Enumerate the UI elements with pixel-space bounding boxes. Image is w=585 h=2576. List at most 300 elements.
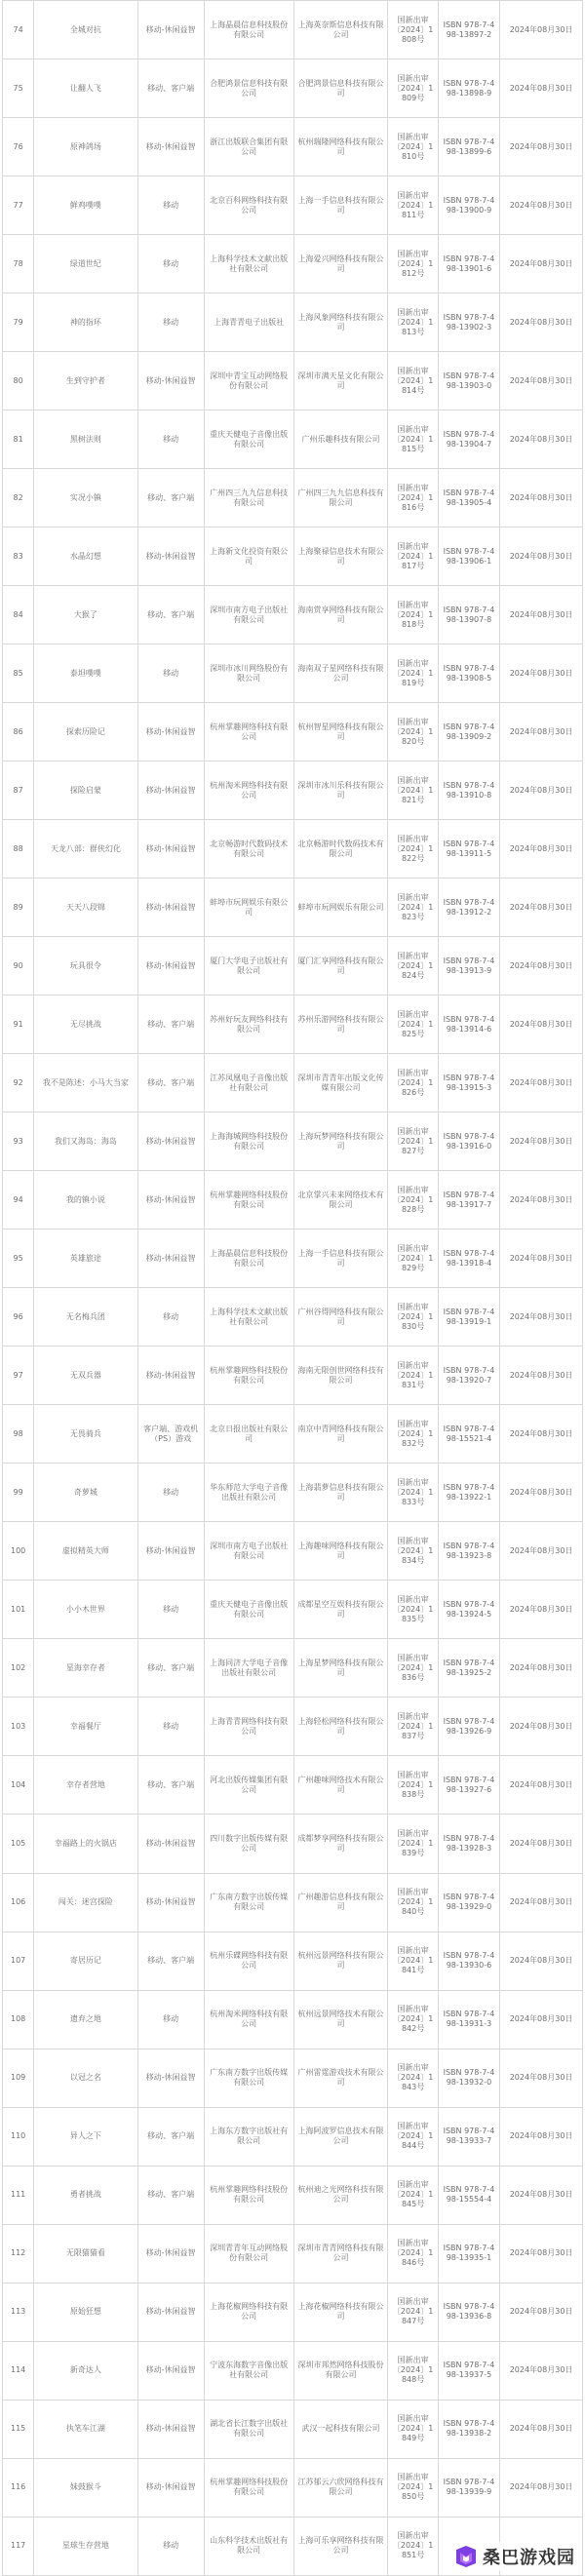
- operator-cell: 上海阿波罗信息技术有限公司: [293, 2107, 388, 2166]
- publisher-cell: 深圳青青年互动网络股份有限公司: [204, 2224, 293, 2283]
- table-row: [3, 2458, 583, 2517]
- game-type-cell: 移动: [137, 1581, 204, 1639]
- approval-number-cell: 国新出审〔2024〕1846号: [388, 2224, 438, 2283]
- operator-cell: 深圳市冰川乐科技有限公司: [293, 761, 388, 820]
- isbn-cell: ISBN 978-7-498-13927-6: [438, 1756, 499, 1815]
- game-type-cell: 移动、客户端: [137, 2166, 204, 2224]
- approval-number-cell: 国新出审〔2024〕1842号: [388, 1990, 438, 2049]
- row-number-cell: 100: [3, 1522, 34, 1581]
- publisher-cell: 上海晶晨信息科技股份有限公司: [204, 1229, 293, 1288]
- approval-number-cell: 国新出审〔2024〕1849号: [388, 2400, 438, 2458]
- operator-cell: 南京中青网络科技有限公司: [293, 1405, 388, 1464]
- isbn-cell: ISBN 978-7-498-13899-6: [438, 118, 499, 176]
- table-row: [3, 1405, 583, 1464]
- approval-date-cell: 2024年08月30日: [500, 410, 583, 469]
- approval-date-cell: 2024年08月30日: [500, 1229, 583, 1288]
- isbn-cell: ISBN 978-7-498-13903-0: [438, 352, 499, 410]
- game-type-cell: 移动: [137, 1464, 204, 1522]
- isbn-cell: ISBN 978-7-498-13922-1: [438, 1464, 499, 1522]
- row-number-cell: 115: [3, 2400, 34, 2458]
- operator-cell: 厦门汇享网络科技有限公司: [293, 937, 388, 995]
- approval-number-cell: 国新出审〔2024〕1826号: [388, 1054, 438, 1112]
- approval-date-cell: 2024年08月30日: [500, 527, 583, 586]
- table-row: [3, 1112, 583, 1171]
- table-row: [3, 1171, 583, 1229]
- publisher-cell: 苏州好玩友网络科技有限公司: [204, 995, 293, 1054]
- publisher-cell: 江苏凤凰电子音像出版社有限公司: [204, 1054, 293, 1112]
- isbn-cell: ISBN 978-7-498-13908-5: [438, 644, 499, 703]
- row-number-cell: 111: [3, 2166, 34, 2224]
- game-type-cell: 客户端、游戏机（PS）游戏: [137, 1405, 204, 1464]
- row-number-cell: 86: [3, 703, 34, 761]
- approval-date-cell: 2024年08月30日: [500, 1756, 583, 1815]
- approval-date-cell: 2024年08月30日: [500, 1932, 583, 1990]
- approval-number-cell: 国新出审〔2024〕1810号: [388, 118, 438, 176]
- approval-date-cell: 2024年08月30日: [500, 1639, 583, 1698]
- table-row: [3, 1756, 583, 1815]
- operator-cell: 成都梦享网络科技有限公司: [293, 1815, 388, 1873]
- approval-number-cell: 国新出审〔2024〕1825号: [388, 995, 438, 1054]
- publisher-cell: 上海科学技术文献出版社有限公司: [204, 235, 293, 293]
- approval-number-cell: 国新出审〔2024〕1827号: [388, 1112, 438, 1171]
- approval-date-cell: 2024年08月30日: [500, 1171, 583, 1229]
- watermark-text: 桑巴游戏园: [483, 2548, 575, 2568]
- approval-number-cell: 国新出审〔2024〕1847号: [388, 2283, 438, 2341]
- approval-number-cell: 国新出审〔2024〕1832号: [388, 1405, 438, 1464]
- isbn-cell: ISBN 978-7-498-13901-6: [438, 235, 499, 293]
- operator-cell: 杭州智星网络科技有限公司: [293, 703, 388, 761]
- isbn-cell: ISBN 978-7-498-13936-8: [438, 2283, 499, 2341]
- game-name-cell: 泰坦噗噗: [34, 644, 137, 703]
- approval-number-cell: 国新出审〔2024〕1831号: [388, 1347, 438, 1405]
- approval-number-cell: 国新出审〔2024〕1834号: [388, 1522, 438, 1581]
- approval-number-cell: 国新出审〔2024〕1848号: [388, 2341, 438, 2400]
- game-type-cell: 移动-休闲益智: [137, 878, 204, 937]
- table-row: [3, 469, 583, 527]
- approval-number-cell: 国新出审〔2024〕1845号: [388, 2166, 438, 2224]
- operator-cell: 海南双子星网络科技有限公司: [293, 644, 388, 703]
- isbn-cell: ISBN 978-7-498-13935-1: [438, 2224, 499, 2283]
- publisher-cell: 四川数字出版传媒有限公司: [204, 1815, 293, 1873]
- approval-number-cell: 国新出审〔2024〕1813号: [388, 293, 438, 352]
- row-number-cell: 98: [3, 1405, 34, 1464]
- isbn-cell: ISBN 978-7-498-13900-9: [438, 176, 499, 235]
- row-number-cell: 89: [3, 878, 34, 937]
- isbn-cell: ISBN 978-7-498-13918-4: [438, 1229, 499, 1288]
- publisher-cell: 上海科学技术文献出版社有限公司: [204, 1288, 293, 1347]
- approval-date-cell: 2024年08月30日: [500, 1990, 583, 2049]
- approval-date-cell: 2024年08月30日: [500, 2166, 583, 2224]
- game-name-cell: 无畏骑兵: [34, 1405, 137, 1464]
- approval-date-cell: 2024年08月30日: [500, 1, 583, 59]
- publisher-cell: 上海海城网络科技股份有限公司: [204, 1112, 293, 1171]
- game-type-cell: 移动-休闲益智: [137, 1347, 204, 1405]
- operator-cell: 上海星梦网络科技有限公司: [293, 1639, 388, 1698]
- approval-date-cell: 2024年08月30日: [500, 878, 583, 937]
- approval-number-cell: 国新出审〔2024〕1850号: [388, 2458, 438, 2517]
- approval-date-cell: 2024年08月30日: [500, 176, 583, 235]
- isbn-cell: ISBN 978-7-498-13930-6: [438, 1932, 499, 1990]
- approval-date-cell: 2024年08月30日: [500, 2049, 583, 2107]
- row-number-cell: 75: [3, 59, 34, 118]
- operator-cell: 广州谷得网络科技有限公司: [293, 1288, 388, 1347]
- table-row: [3, 878, 583, 937]
- row-number-cell: 103: [3, 1698, 34, 1756]
- table-row: [3, 2224, 583, 2283]
- approval-date-cell: 2024年08月30日: [500, 1112, 583, 1171]
- operator-cell: 合肥鸿景信息科技有限公司: [293, 59, 388, 118]
- approval-date-cell: 2024年08月30日: [500, 118, 583, 176]
- approval-date-cell: 2024年08月30日: [500, 1405, 583, 1464]
- approval-date-cell: 2024年08月30日: [500, 1581, 583, 1639]
- game-name-cell: 我的镇小说: [34, 1171, 137, 1229]
- publisher-cell: 深圳市南方电子出版社有限公司: [204, 1522, 293, 1581]
- game-type-cell: 移动-休闲益智: [137, 527, 204, 586]
- game-type-cell: 移动-休闲益智: [137, 1522, 204, 1581]
- isbn-cell: ISBN 978-7-498-15554-4: [438, 2166, 499, 2224]
- publisher-cell: 杭州掌趣网络科技股份有限公司: [204, 1347, 293, 1405]
- game-name-cell: 我们又海岛：海岛: [34, 1112, 137, 1171]
- operator-cell: 江苏郁云六欣网络科技有限公司: [293, 2458, 388, 2517]
- row-number-cell: 74: [3, 1, 34, 59]
- row-number-cell: 112: [3, 2224, 34, 2283]
- game-name-cell: 幸存者营地: [34, 1756, 137, 1815]
- publisher-cell: 上海晶晨信息科技股份有限公司: [204, 1, 293, 59]
- operator-cell: 广州雷霆游戏技术有限公司: [293, 2049, 388, 2107]
- game-type-cell: 移动: [137, 235, 204, 293]
- game-type-cell: 移动: [137, 293, 204, 352]
- approval-date-cell: 2024年08月30日: [500, 1698, 583, 1756]
- operator-cell: 上海可乐享网络科技有限公司: [293, 2517, 388, 2575]
- row-number-cell: 116: [3, 2458, 34, 2517]
- row-number-cell: 93: [3, 1112, 34, 1171]
- row-number-cell: 78: [3, 235, 34, 293]
- approval-date-cell: 2024年08月30日: [500, 2283, 583, 2341]
- row-number-cell: 107: [3, 1932, 34, 1990]
- approval-number-cell: 国新出审〔2024〕1841号: [388, 1932, 438, 1990]
- publisher-cell: 重庆天健电子音像出版有限公司: [204, 410, 293, 469]
- row-number-cell: 102: [3, 1639, 34, 1698]
- approval-number-cell: 国新出审〔2024〕1851号: [388, 2517, 438, 2575]
- game-type-cell: 移动-休闲益智: [137, 703, 204, 761]
- table-row: [3, 1464, 583, 1522]
- publisher-cell: 广东南方数字出版传媒有限公司: [204, 1873, 293, 1932]
- game-name-cell: 幸福餐厅: [34, 1698, 137, 1756]
- approval-number-cell: 国新出审〔2024〕1816号: [388, 469, 438, 527]
- isbn-cell: ISBN 978-7-498-13898-9: [438, 59, 499, 118]
- approval-number-cell: 国新出审〔2024〕1828号: [388, 1171, 438, 1229]
- row-number-cell: 113: [3, 2283, 34, 2341]
- approval-date-cell: 2024年08月30日: [500, 1288, 583, 1347]
- game-type-cell: 移动、客户端: [137, 1054, 204, 1112]
- operator-cell: 杭州迪之光网络科技有限公司: [293, 2166, 388, 2224]
- game-name-cell: 执笔车江湖: [34, 2400, 137, 2458]
- game-name-cell: 虚拟精英大师: [34, 1522, 137, 1581]
- row-number-cell: 79: [3, 293, 34, 352]
- approval-number-cell: 国新出审〔2024〕1820号: [388, 703, 438, 761]
- approval-number-cell: 国新出审〔2024〕1835号: [388, 1581, 438, 1639]
- approval-date-cell: 2024年08月30日: [500, 1347, 583, 1405]
- operator-cell: 广州乐趣科技有限公司: [293, 410, 388, 469]
- operator-cell: 杭州远景网络科技有限公司: [293, 1932, 388, 1990]
- row-number-cell: 106: [3, 1873, 34, 1932]
- operator-cell: 上海一手信息科技有限公司: [293, 1229, 388, 1288]
- approval-number-cell: 国新出审〔2024〕1809号: [388, 59, 438, 118]
- row-number-cell: 77: [3, 176, 34, 235]
- isbn-cell: ISBN 978-7-498-13931-3: [438, 1990, 499, 2049]
- isbn-cell: ISBN 978-7-498-13905-4: [438, 469, 499, 527]
- table-row: [3, 1932, 583, 1990]
- row-number-cell: 108: [3, 1990, 34, 2049]
- approval-number-cell: 国新出审〔2024〕1823号: [388, 878, 438, 937]
- operator-cell: 深圳市邦然网络科技股份有限公司: [293, 2341, 388, 2400]
- isbn-cell: ISBN 978-7-498-13906-1: [438, 527, 499, 586]
- row-number-cell: 83: [3, 527, 34, 586]
- approval-date-cell: 2024年08月30日: [500, 1873, 583, 1932]
- game-name-cell: 天天八段锦: [34, 878, 137, 937]
- game-name-cell: 原神鸽场: [34, 118, 137, 176]
- publisher-cell: 蚌埠市玩网娱乐有限公司: [204, 878, 293, 937]
- game-type-cell: 移动-休闲益智: [137, 1, 204, 59]
- table-row: [3, 2107, 583, 2166]
- operator-cell: 苏州乐游网络科技有限公司: [293, 995, 388, 1054]
- game-name-cell: 遗弃之地: [34, 1990, 137, 2049]
- publisher-cell: 广州四三九九信息科技有限公司: [204, 469, 293, 527]
- approval-number-cell: 国新出审〔2024〕1840号: [388, 1873, 438, 1932]
- game-name-cell: 探险启蒙: [34, 761, 137, 820]
- game-name-cell: 新奇达人: [34, 2341, 137, 2400]
- approval-date-cell: 2024年08月30日: [500, 2400, 583, 2458]
- game-name-cell: 闯关：迷宫探险: [34, 1873, 137, 1932]
- isbn-cell: ISBN 978-7-498-13919-1: [438, 1288, 499, 1347]
- approval-number-cell: 国新出审〔2024〕1824号: [388, 937, 438, 995]
- publisher-cell: 深圳市冰川网络股份有限公司: [204, 644, 293, 703]
- game-name-cell: 妹鼓猴斗: [34, 2458, 137, 2517]
- approval-number-cell: 国新出审〔2024〕1830号: [388, 1288, 438, 1347]
- game-type-cell: 移动-休闲益智: [137, 1112, 204, 1171]
- game-name-cell: 原始狂想: [34, 2283, 137, 2341]
- game-type-cell: 移动-休闲益智: [137, 2283, 204, 2341]
- game-name-cell: 寄居历记: [34, 1932, 137, 1990]
- game-type-cell: 移动-休闲益智: [137, 2458, 204, 2517]
- row-number-cell: 87: [3, 761, 34, 820]
- game-type-cell: 移动、客户端: [137, 586, 204, 644]
- row-number-cell: 114: [3, 2341, 34, 2400]
- approval-date-cell: 2024年08月30日: [500, 937, 583, 995]
- approval-number-cell: 国新出审〔2024〕1836号: [388, 1639, 438, 1698]
- row-number-cell: 85: [3, 644, 34, 703]
- isbn-cell: ISBN 978-7-498-13910-8: [438, 761, 499, 820]
- game-name-cell: 幸福路上的火锅店: [34, 1815, 137, 1873]
- table-row: [3, 586, 583, 644]
- operator-cell: 成都星空互娱科技有限公司: [293, 1581, 388, 1639]
- table-row: [3, 1639, 583, 1698]
- publisher-cell: 北京日报出版社有限公司: [204, 1405, 293, 1464]
- approval-date-cell: 2024年08月30日: [500, 352, 583, 410]
- game-type-cell: 移动、客户端: [137, 1932, 204, 1990]
- approval-date-cell: 2024年08月30日: [500, 703, 583, 761]
- publisher-cell: 山东科学技术出版社有限公司: [204, 2517, 293, 2575]
- row-number-cell: 92: [3, 1054, 34, 1112]
- operator-cell: 深圳市青青网络科技有限公司: [293, 2224, 388, 2283]
- isbn-cell: ISBN 978-7-498-13913-9: [438, 937, 499, 995]
- operator-cell: 上海花椒网络科技有限公司: [293, 2283, 388, 2341]
- table-row: [3, 2049, 583, 2107]
- isbn-cell: ISBN 978-7-498-13902-3: [438, 293, 499, 352]
- publisher-cell: 河北出版传媒集团有限公司: [204, 1756, 293, 1815]
- table-row: [3, 118, 583, 176]
- row-number-cell: 80: [3, 352, 34, 410]
- isbn-cell: ISBN 978-7-498-15521-4: [438, 1405, 499, 1464]
- isbn-cell: ISBN 978-7-498-13938-2: [438, 2400, 499, 2458]
- row-number-cell: 104: [3, 1756, 34, 1815]
- publisher-cell: 杭州掌趣网络科技股份有限公司: [204, 1171, 293, 1229]
- publisher-cell: 宁波东海数字音像出版社有限公司: [204, 2341, 293, 2400]
- row-number-cell: 109: [3, 2049, 34, 2107]
- publisher-cell: 合肥鸿景信息科技有限公司: [204, 59, 293, 118]
- game-type-cell: 移动: [137, 1288, 204, 1347]
- approval-number-cell: 国新出审〔2024〕1833号: [388, 1464, 438, 1522]
- operator-cell: 上海玩梦网络科技有限公司: [293, 1112, 388, 1171]
- game-name-cell: 大猴了: [34, 586, 137, 644]
- isbn-cell: ISBN 978-7-498-13907-8: [438, 586, 499, 644]
- approval-date-cell: 2024年08月30日: [500, 2224, 583, 2283]
- operator-cell: 上海轻松网络科技有限公司: [293, 1698, 388, 1756]
- approval-number-cell: 国新出审〔2024〕1817号: [388, 527, 438, 586]
- isbn-cell: ISBN 978-7-498-13926-9: [438, 1698, 499, 1756]
- row-number-cell: 91: [3, 995, 34, 1054]
- table-row: [3, 527, 583, 586]
- operator-cell: 海南赏享网络科技有限公司: [293, 586, 388, 644]
- publisher-cell: 上海新文化投资有限公司: [204, 527, 293, 586]
- game-type-cell: 移动-休闲益智: [137, 2224, 204, 2283]
- table-row: [3, 2283, 583, 2341]
- row-number-cell: 96: [3, 1288, 34, 1347]
- isbn-cell: ISBN 978-7-498-13920-7: [438, 1347, 499, 1405]
- game-type-cell: 移动: [137, 2517, 204, 2575]
- publisher-cell: 杭州淘米网络科技有限公司: [204, 1990, 293, 2049]
- game-type-cell: 移动-休闲益智: [137, 1229, 204, 1288]
- approval-date-cell: 2024年08月30日: [500, 761, 583, 820]
- operator-cell: 北京畅游时代数码技术有限公司: [293, 820, 388, 878]
- table-row: [3, 1229, 583, 1288]
- isbn-cell: ISBN 978-7-498-13897-2: [438, 1, 499, 59]
- game-name-cell: 水晶幻想: [34, 527, 137, 586]
- isbn-cell: ISBN 978-7-498-13917-7: [438, 1171, 499, 1229]
- table-row: [3, 1990, 583, 2049]
- publisher-cell: 深圳市南方电子出版社有限公司: [204, 586, 293, 644]
- isbn-cell: ISBN 978-7-498-13939-9: [438, 2458, 499, 2517]
- row-number-cell: 84: [3, 586, 34, 644]
- isbn-cell: ISBN 978-7-498-13923-8: [438, 1522, 499, 1581]
- game-name-cell: 勇者挑战: [34, 2166, 137, 2224]
- approval-number-cell: 国新出审〔2024〕1812号: [388, 235, 438, 293]
- publisher-cell: 浙江出版联合集团有限公司: [204, 118, 293, 176]
- operator-cell: 上海爱兴网络科技有限公司: [293, 235, 388, 293]
- game-type-cell: 移动-休闲益智: [137, 2400, 204, 2458]
- approval-number-cell: 国新出审〔2024〕1837号: [388, 1698, 438, 1756]
- table-row: [3, 59, 583, 118]
- approval-number-cell: 国新出审〔2024〕1822号: [388, 820, 438, 878]
- isbn-cell: ISBN 978-7-498-13937-5: [438, 2341, 499, 2400]
- table-row: [3, 820, 583, 878]
- approval-number-cell: 国新出审〔2024〕1839号: [388, 1815, 438, 1873]
- game-name-cell: 星海幸存者: [34, 1639, 137, 1698]
- operator-cell: 上海聚禄信息技术有限公司: [293, 527, 388, 586]
- publisher-cell: 华东师范大学电子音像出版社有限公司: [204, 1464, 293, 1522]
- approval-number-cell: 国新出审〔2024〕1818号: [388, 586, 438, 644]
- publisher-cell: 上海花椒网络科技有限公司: [204, 2283, 293, 2341]
- game-type-cell: 移动、客户端: [137, 469, 204, 527]
- publisher-cell: 杭州掌趣网络科技股份有限公司: [204, 2166, 293, 2224]
- isbn-cell: ISBN 978-7-498-13911-5: [438, 820, 499, 878]
- operator-cell: 上海翡萝信息科技有限公司: [293, 1464, 388, 1522]
- operator-cell: 杭州远景网络技术有限公司: [293, 1990, 388, 2049]
- publisher-cell: 杭州淘米网络科技有限公司: [204, 761, 293, 820]
- game-name-cell: 黑树法则: [34, 410, 137, 469]
- isbn-cell: ISBN 978-7-498-13933-7: [438, 2107, 499, 2166]
- game-type-cell: 移动-休闲益智: [137, 1171, 204, 1229]
- table-row: [3, 937, 583, 995]
- publisher-cell: 上海东方数字出版社有限公司: [204, 2107, 293, 2166]
- approval-number-cell: 国新出审〔2024〕1808号: [388, 1, 438, 59]
- isbn-cell: ISBN 978-7-498-13932-0: [438, 2049, 499, 2107]
- watermark: [449, 2542, 579, 2571]
- row-number-cell: 90: [3, 937, 34, 995]
- game-type-cell: 移动-休闲益智: [137, 1873, 204, 1932]
- approval-number-cell: 国新出审〔2024〕1829号: [388, 1229, 438, 1288]
- table-row: [3, 410, 583, 469]
- table-row: [3, 1347, 583, 1405]
- approval-date-cell: 2024年08月30日: [500, 586, 583, 644]
- isbn-cell: ISBN 978-7-498-13914-6: [438, 995, 499, 1054]
- isbn-cell: ISBN 978-7-498-13925-2: [438, 1639, 499, 1698]
- table-row: [3, 1522, 583, 1581]
- isbn-cell: ISBN 978-7-498-13928-3: [438, 1815, 499, 1873]
- publisher-cell: 广东南方数字出版传媒有限公司: [204, 2049, 293, 2107]
- approval-date-cell: 2024年08月30日: [500, 235, 583, 293]
- table-row: [3, 703, 583, 761]
- game-type-cell: 移动-休闲益智: [137, 2341, 204, 2400]
- row-number-cell: 105: [3, 1815, 34, 1873]
- row-number-cell: 82: [3, 469, 34, 527]
- game-name-cell: 无限猫猫看: [34, 2224, 137, 2283]
- approval-number-cell: 国新出审〔2024〕1811号: [388, 176, 438, 235]
- operator-cell: 广州趣游信息科技有限公司: [293, 1873, 388, 1932]
- operator-cell: 海南无限创世网络科技有限公司: [293, 1347, 388, 1405]
- publisher-cell: 北京畅游时代数码技术有限公司: [204, 820, 293, 878]
- operator-cell: 蚌埠市玩网娱乐有限公司: [293, 878, 388, 937]
- approval-number-cell: 国新出审〔2024〕1838号: [388, 1756, 438, 1815]
- game-name-cell: 神的指环: [34, 293, 137, 352]
- game-type-cell: 移动-休闲益智: [137, 352, 204, 410]
- game-type-cell: 移动-休闲益智: [137, 820, 204, 878]
- game-type-cell: 移动: [137, 176, 204, 235]
- game-type-cell: 移动: [137, 1990, 204, 2049]
- isbn-cell: ISBN 978-7-498-13924-5: [438, 1581, 499, 1639]
- table-row: [3, 644, 583, 703]
- game-name-cell: 无名梅兵团: [34, 1288, 137, 1347]
- table-row: [3, 1873, 583, 1932]
- row-number-cell: 88: [3, 820, 34, 878]
- operator-cell: 广州趣味网络技术有限公司: [293, 1756, 388, 1815]
- game-name-cell: 绿道世纪: [34, 235, 137, 293]
- approval-number-cell: 国新出审〔2024〕1815号: [388, 410, 438, 469]
- table-row: [3, 1288, 583, 1347]
- table-row: [3, 352, 583, 410]
- approval-number-cell: 国新出审〔2024〕1843号: [388, 2049, 438, 2107]
- publisher-cell: 杭州掌趣网络科技股份有限公司: [204, 2458, 293, 2517]
